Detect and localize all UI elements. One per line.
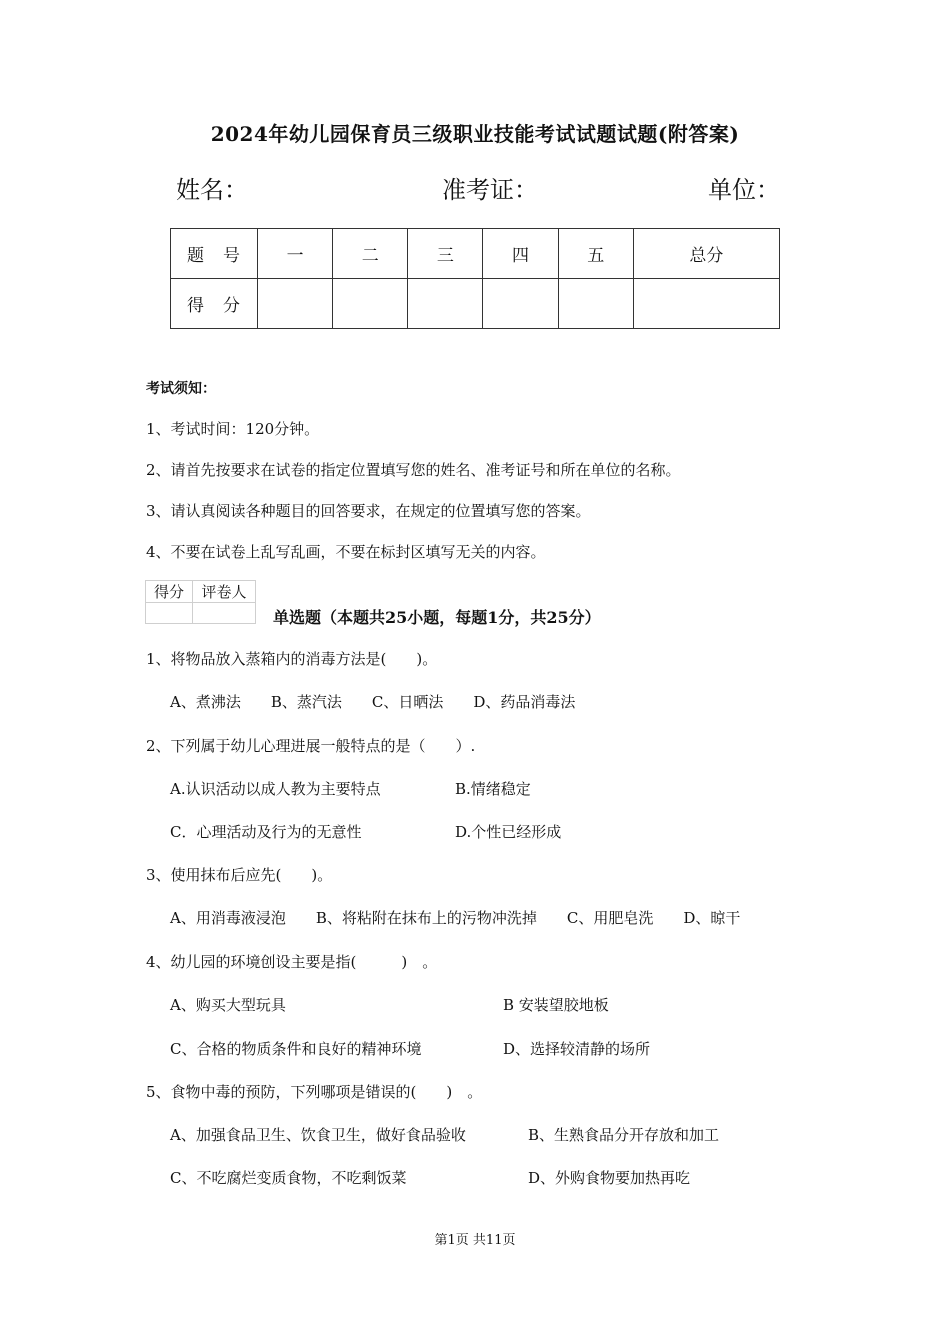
score-table-score-row: [171, 279, 780, 329]
option-d: D、选择较清静的场所: [503, 1040, 651, 1058]
grader-box: [145, 580, 256, 624]
exam-note-item: 4、不要在试卷上乱写乱画，不要在标封区填写无关的内容。: [146, 543, 546, 561]
candidate-info-row: [172, 170, 780, 204]
score-cell-1: [258, 279, 333, 329]
grader-reviewer-label: 评卷人: [193, 581, 256, 603]
option-b: B 安装望胶地板: [503, 996, 609, 1014]
grader-score-label: 得分: [146, 581, 193, 603]
score-table-header-row: [171, 229, 780, 279]
question-stem: 1、将物品放入蒸箱内的消毒方法是( )。: [146, 650, 438, 668]
option-a: A、加强食品卫生、饮食卫生，做好食品验收: [170, 1126, 466, 1144]
question-stem: 3、使用抹布后应先( )。: [146, 866, 333, 884]
question-options: A、煮沸法 B、蒸汽法 C、日晒法 D、药品消毒法: [170, 693, 576, 711]
option-a: A、购买大型玩具: [170, 996, 286, 1014]
option-d: D.个性已经形成: [455, 823, 562, 841]
question-stem: 2、下列属于幼儿心理进展一般特点的是（ ）.: [146, 737, 476, 755]
exam-note-item: 1、考试时间：120分钟。: [146, 420, 320, 438]
option-c: C、合格的物质条件和良好的精神环境: [170, 1040, 422, 1058]
option-a: A.认识活动以成人教为主要特点: [170, 780, 381, 798]
score-cell-total: [633, 279, 779, 329]
score-cell-5: [558, 279, 633, 329]
name-label: 姓名：: [176, 176, 248, 204]
option-d: D、外购食物要加热再吃: [528, 1169, 691, 1187]
option-b: B、生熟食品分开存放和加工: [528, 1126, 720, 1144]
question-stem: 4、幼儿园的环境创设主要是指( ) 。: [146, 953, 438, 971]
grader-score-cell: [146, 603, 193, 624]
section-3-header: 三: [408, 229, 483, 279]
exam-number-label: 准考证：: [442, 176, 538, 204]
unit-label: 单位：: [708, 176, 780, 204]
score-cell-3: [408, 279, 483, 329]
exam-notes-title: 考试须知：: [146, 381, 216, 397]
section-5-header: 五: [558, 229, 633, 279]
score-row-label: 得 分: [171, 279, 258, 329]
score-cell-2: [333, 279, 408, 329]
page-footer: 第1页 共11页: [434, 1233, 516, 1248]
option-b: B.情绪稳定: [455, 780, 531, 798]
section-2-header: 二: [333, 229, 408, 279]
option-c: C、不吃腐烂变质食物，不吃剩饭菜: [170, 1169, 407, 1187]
section-4-header: 四: [483, 229, 558, 279]
grader-reviewer-cell: [193, 603, 256, 624]
page-title: 2024年幼儿园保育员三级职业技能考试试题试题(附答案): [210, 122, 740, 146]
section-1-header: 一: [258, 229, 333, 279]
score-table: [170, 228, 780, 329]
total-score-header: 总分: [633, 229, 779, 279]
question-stem: 5、食物中毒的预防，下列哪项是错误的( ) 。: [146, 1083, 483, 1101]
exam-note-item: 2、请首先按要求在试卷的指定位置填写您的姓名、准考证号和所在单位的名称。: [146, 461, 681, 479]
score-cell-4: [483, 279, 558, 329]
exam-note-item: 3、请认真阅读各种题目的回答要求，在规定的位置填写您的答案。: [146, 502, 591, 520]
question-number-header: 题 号: [171, 229, 258, 279]
question-options: A、用消毒液浸泡 B、将粘附在抹布上的污物冲洗掉 C、用肥皂洗 D、晾干: [170, 909, 741, 927]
option-c: C．心理活动及行为的无意性: [170, 823, 362, 841]
section-title: 单选题（本题共25小题，每题1分，共25分）: [273, 608, 601, 627]
